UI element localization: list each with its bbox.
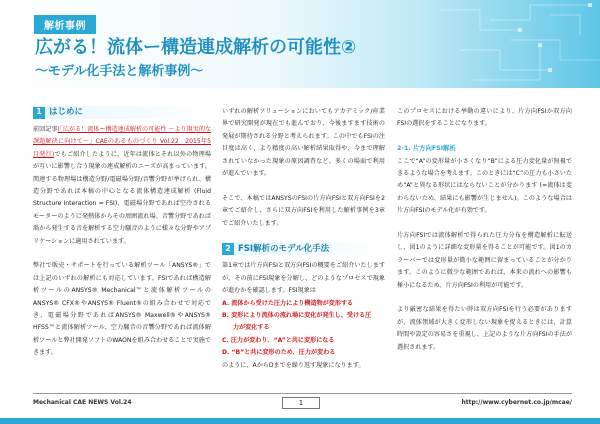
article-subtitle: 〜モデル化手法と解析事例〜 xyxy=(35,64,204,79)
figure-paragraph: 片方向FSIでは流体解析で得られた圧力分布を構造解析に転送し、図1のように詳細な変形量を得ることが可能です。図1のカラーバーでは変形量が微小な範囲に留まっていることが分かります。このように微少な範囲であれば、本来の流れへの影響も極小になるため、片方向FSIの利用が可能です。 xyxy=(397,232,572,289)
intro-paragraph xyxy=(33,124,211,248)
section-number-badge: 1 xyxy=(33,107,45,119)
solutions-paragraph: いずれの解析ソリューションにおいてもアカデミック/産業界で研究開発が現在でも進んでおり、今後ますます技術の発展が期待される分野と考えられます。この中でもFSIの注目度は高く、より精度の高い解析結果取得や、今まで理解されていなかった現象の原因調査など、多くの場面で利用が進んでいます。 xyxy=(222,108,385,178)
process-step-d: D. “B”と共に変形のため、圧力が変わる xyxy=(222,349,336,357)
section-title: はじめに xyxy=(49,107,84,118)
overview-paragraph: そこで、本稿ではANSYSのFSIの片方向FSIと双方向FSIを2章でご紹介し、さらに双方向FSIを利用した解析事例を3章でご紹介いたします。 xyxy=(222,194,385,227)
column-2 xyxy=(222,106,385,372)
page-number: 1 xyxy=(282,397,320,409)
one-way-fsi-paragraph: ここで“A”の変形量が小さくなり“B”による圧力変化量が無視できるような場合を考えます。このときには“C”の圧力も小さいため“A”と異なる形状にはならないことが分かります (=流体は変わらないため、結果にも影響が生じません)。このような場合は片方向FSIのモデル化が有効です。 xyxy=(397,157,572,215)
section-number-badge: 2 xyxy=(222,243,234,255)
header-decoration xyxy=(400,0,600,88)
previous-article-link[interactable]: (「広がる！流体ー構造連成解析の可能性 〜より現実的な課題解決に向けて〜」CAEのあるものづくり Vol.22 2015年5月発行) xyxy=(33,126,212,158)
process-step-b: B. 変形により流体の流れ場に変化が発生し、受ける圧 xyxy=(222,312,372,320)
footer-publication: Mechanical CAE NEWS Vol.24 xyxy=(33,399,132,406)
two-way-fsi-paragraph: より厳密な結果を得たい時は双方向FSIを行う必要がありますが、流体領域が大きく変形しない現象を捉えるときには、計算時間や設定の容易さを重視し、上記のような片方向FSIの手法が選択されます。 xyxy=(397,306,572,351)
section-title: FSI解析のモデル化手法 xyxy=(238,243,330,254)
process-step-a: A. 流体から受けた圧力により構造物が変形する xyxy=(222,299,354,307)
footer-url[interactable]: http://www.cybernet.co.jp/mcae/ xyxy=(461,399,572,406)
article-title: 広がる！流体ー構造連成解析の可能性② xyxy=(35,37,357,58)
intro-text-end: でもご紹介したように、近年は流体とそれ以外の物理場が互いに影響し合う現象の連成解析のニーズが高まっています。関連する物理場は構造分野/電磁場分野/音響分野が挙げられ、構造分野であれば本稿の中心となる流体構造連成解析 (Fluid Structure Interaction = FSI)、電磁場分野であれば空冷されるモーターのように発熱体からその周囲流れ場、音響分野であれば渦から発生する音を解析する空力騒音のように様々な分野やアプリケーションに適用されています。 xyxy=(33,150,211,245)
selection-paragraph: このプロセスにおける挙動の違いにより、片方向FSIか双方向FSIの選択をすることになります。 xyxy=(397,108,572,128)
process-step-b-cont: 力が変化する xyxy=(233,324,270,332)
header-band xyxy=(0,0,600,88)
column-3 xyxy=(397,106,572,366)
subsection-heading: 2-1. 片方向FSI解析 xyxy=(397,145,456,153)
process-step-c: C. 圧力が変わり、“A”と共に変形になる xyxy=(222,336,335,344)
section-2-heading xyxy=(222,242,385,255)
column-1 xyxy=(33,106,211,372)
process-summary: のように、AからDまでを繰り返す現象になります。 xyxy=(222,361,365,369)
ansys-paragraph: 弊社で販売・サポートを行っている解析ツール「ANSYS®」では上記のいずれの解析にも対応しています。FSIであれば構造解析ツールのANSYS® Mechanical™と流体解析ツールのANSYS® CFX®やANSYS® Fluent®の組み合わせで対応でき、電磁場分野であればANSYS® Maxwell®やANSYS® HFSS™と流体解析ツール、空力騒音の音響分野であれば流体解析ツールと弊社開発ソフトのWAONを組み合わせることで実施できます。 xyxy=(33,262,211,357)
footer-divider xyxy=(33,393,572,394)
fsi-process-paragraph: 第1章では片方向FSIと双方向FSIの概要をご紹介いたしますが、その前にFSI現象を分解し、どのようなプロセスで現象が進むかを確認します。FSI現象は xyxy=(222,262,385,295)
category-tag: 解析事例 xyxy=(34,15,96,34)
intro-text-start: 前回記事 xyxy=(33,126,58,133)
bottom-color-strip xyxy=(0,418,600,424)
section-1-heading xyxy=(33,106,211,119)
